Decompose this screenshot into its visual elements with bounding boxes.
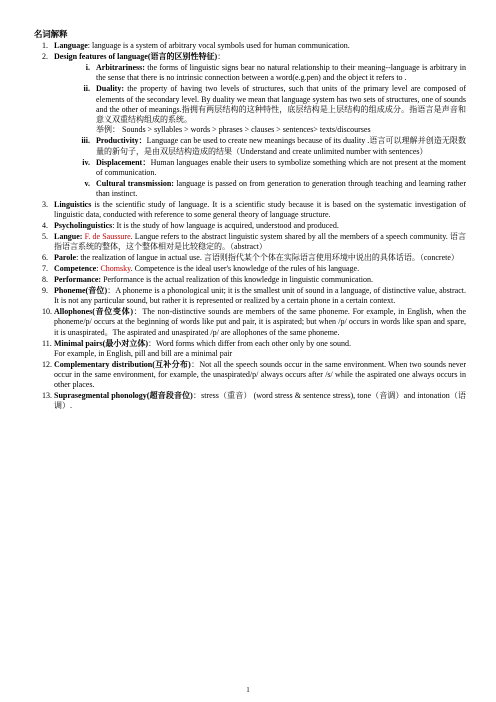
- list-item: [34, 286, 466, 307]
- term-separator: ：: [217, 52, 226, 62]
- feature-item: [34, 63, 466, 84]
- item-number: 8.: [42, 274, 48, 284]
- author-name: Chomsky: [98, 264, 131, 274]
- feature-number: i.: [85, 63, 90, 73]
- term: Linguistics: [54, 199, 92, 209]
- definition: A phoneme is a phonological unit; it is the smallest unit of sound in a language, of distinctive value, abstract. It is not any particular sound, but rather it is represented or realized by a certain phone in a certain context.: [54, 285, 467, 306]
- term: Minimal pairs(最小对立体): [54, 338, 148, 348]
- item-number: 4.: [42, 221, 48, 231]
- feature-example: 举例： Sounds > syllables > words > phrases > clauses > sentences> texts/discourses: [96, 125, 371, 135]
- feature-definition: the forms of linguistic signs bear no natural relationship to their meaning--language is arbitrary in the sense that there is no intrinsic connection between a word(e.g.pen) and the object it refers to .: [96, 63, 466, 83]
- feature-definition: language is passed on from generation to generation through teaching and learning rather than instinct.: [96, 178, 467, 199]
- term: Design features of language(语言的区别性特征): [54, 52, 218, 62]
- definition: The non-distinctive sounds are members of the same phoneme. For example, in English, when the phoneme/p/ occurs at the beginning of words like put and pair, it is aspirated; but when /p/ occurs in words like span and spare, it is unaspirated。The aspirated and unaspirated /p/ are allophones of the same phoneme.: [54, 307, 466, 337]
- feature-definition: Language can be used to create new meanings because of its duality .语言可以理解并创造无限数量的新句子，是由双层结构造成的结果（Understand and create unlimited number with sentences）: [96, 136, 466, 156]
- term: Psycholinguistics: [54, 221, 113, 231]
- feature-definition: Human languages enable their users to symbolize something which are not present at the moment of communication.: [96, 157, 467, 177]
- term: Competence: [54, 264, 97, 274]
- definition: Not all the speech sounds occur in the same environment. When two sounds never occur in the same environment, for example, the unaspirated/p/ always occurs after /s/ while the aspirated one always occurs in other places.: [54, 359, 467, 390]
- term: Language: [54, 41, 88, 51]
- feature-number: v.: [84, 178, 90, 188]
- definition: is the scientific study of language. It is a scientific study because it is based on the systematic investigation of linguistic data, conducted with reference to some general theory of language structure.: [54, 199, 466, 220]
- feature-item: [34, 158, 466, 179]
- feature-item: [34, 136, 466, 157]
- term-separator: :: [87, 41, 91, 51]
- list-item: [34, 391, 466, 412]
- page-content: [34, 30, 466, 412]
- list-item: [34, 307, 466, 338]
- list-item: [34, 253, 466, 263]
- definition: stress（重音） (word stress & sentence stress), tone（音调）and intonation（语调）.: [54, 391, 467, 411]
- term-separator: :: [112, 221, 115, 231]
- list-item: [34, 221, 466, 231]
- author-name: F. de Saussure: [82, 231, 131, 241]
- feature-term: Arbitrariness:: [96, 63, 145, 73]
- item-number: 2.: [42, 52, 48, 62]
- term: Parole: [54, 253, 77, 263]
- feature-number: iv.: [82, 157, 90, 167]
- definition: . Competence is the ideal user's knowledge of the rules of his language.: [130, 264, 360, 274]
- definition: Word forms which differ from each other only by one sound.: [156, 338, 351, 348]
- item-number: 13.: [42, 391, 52, 401]
- example-line: For example, in English, pill and bill are a minimal pair: [54, 348, 233, 358]
- definition: . Langue refers to the abstract linguistic system shared by all the members of a speech community. 语言指语言系统的整体，这个整体相对是比较稳定的。（abstract）: [54, 231, 466, 252]
- list-item: [34, 41, 466, 51]
- term-separator: :: [96, 264, 99, 274]
- feature-term: Cultural transmission:: [96, 178, 174, 188]
- list-item: [34, 52, 466, 62]
- feature-term: Displacement：: [96, 157, 151, 167]
- feature-term: Duality:: [96, 84, 124, 94]
- page-title: 名词解释: [34, 30, 68, 39]
- item-number: 7.: [42, 264, 48, 274]
- item-number: 10.: [42, 307, 52, 317]
- page-number: 1: [246, 686, 250, 694]
- term: Allophones(音位变体): [54, 307, 134, 317]
- list-item: [34, 200, 466, 221]
- item-number: 6.: [42, 253, 48, 263]
- term: Suprasegmental phonology(超音段音位): [54, 391, 193, 401]
- item-number: 5.: [42, 231, 48, 241]
- definition: language is a system of arbitrary vocal symbols used for human communication.: [90, 41, 350, 51]
- list-item: [34, 275, 466, 285]
- term: Performance:: [54, 274, 102, 284]
- term: Langue:: [54, 231, 83, 241]
- feature-number: iii.: [81, 136, 90, 146]
- term-separator: ：: [148, 338, 156, 348]
- definition: the realization of langue in actual use. 言语则指代某个个体在实际语言使用环境中说出的具体话语。（concrete）: [78, 253, 459, 263]
- list-item: [34, 360, 466, 391]
- item-number: 3.: [42, 199, 48, 209]
- term-separator: :: [76, 253, 79, 263]
- definition: It is the study of how language is acquired, understood and produced.: [114, 221, 339, 231]
- definition: Performance is the actual realization of this knowledge in linguistic communication.: [101, 274, 374, 284]
- term: Phoneme(音位): [54, 285, 108, 295]
- term: Complementary distribution(互补分布): [54, 359, 191, 369]
- item-number: 11.: [42, 338, 52, 348]
- term-separator: ：: [107, 285, 116, 295]
- list-item: [34, 232, 466, 253]
- term-separator: ：: [192, 391, 202, 401]
- feature-term: Productivity：: [96, 136, 147, 146]
- item-number: 1.: [42, 41, 48, 51]
- feature-item: [34, 84, 466, 135]
- term-separator: ：: [133, 307, 143, 317]
- feature-number: ii.: [83, 84, 90, 94]
- list-item: [34, 264, 466, 274]
- feature-item: [34, 179, 466, 200]
- item-number: 9.: [42, 285, 48, 295]
- feature-definition: the property of having two levels of structures, such that units of the primary level are composed of elements of the secondary level. By duality we mean that language system has two sets of structures, one of sounds and the other of meanings.指拥有两层结构的这种特性，底层结构是上层结构的组成成分。指语言是声音和意义双重结构组成的系统。: [96, 84, 466, 125]
- term-separator: ：: [190, 359, 200, 369]
- item-number: 12.: [42, 359, 52, 369]
- list-item: [34, 339, 466, 360]
